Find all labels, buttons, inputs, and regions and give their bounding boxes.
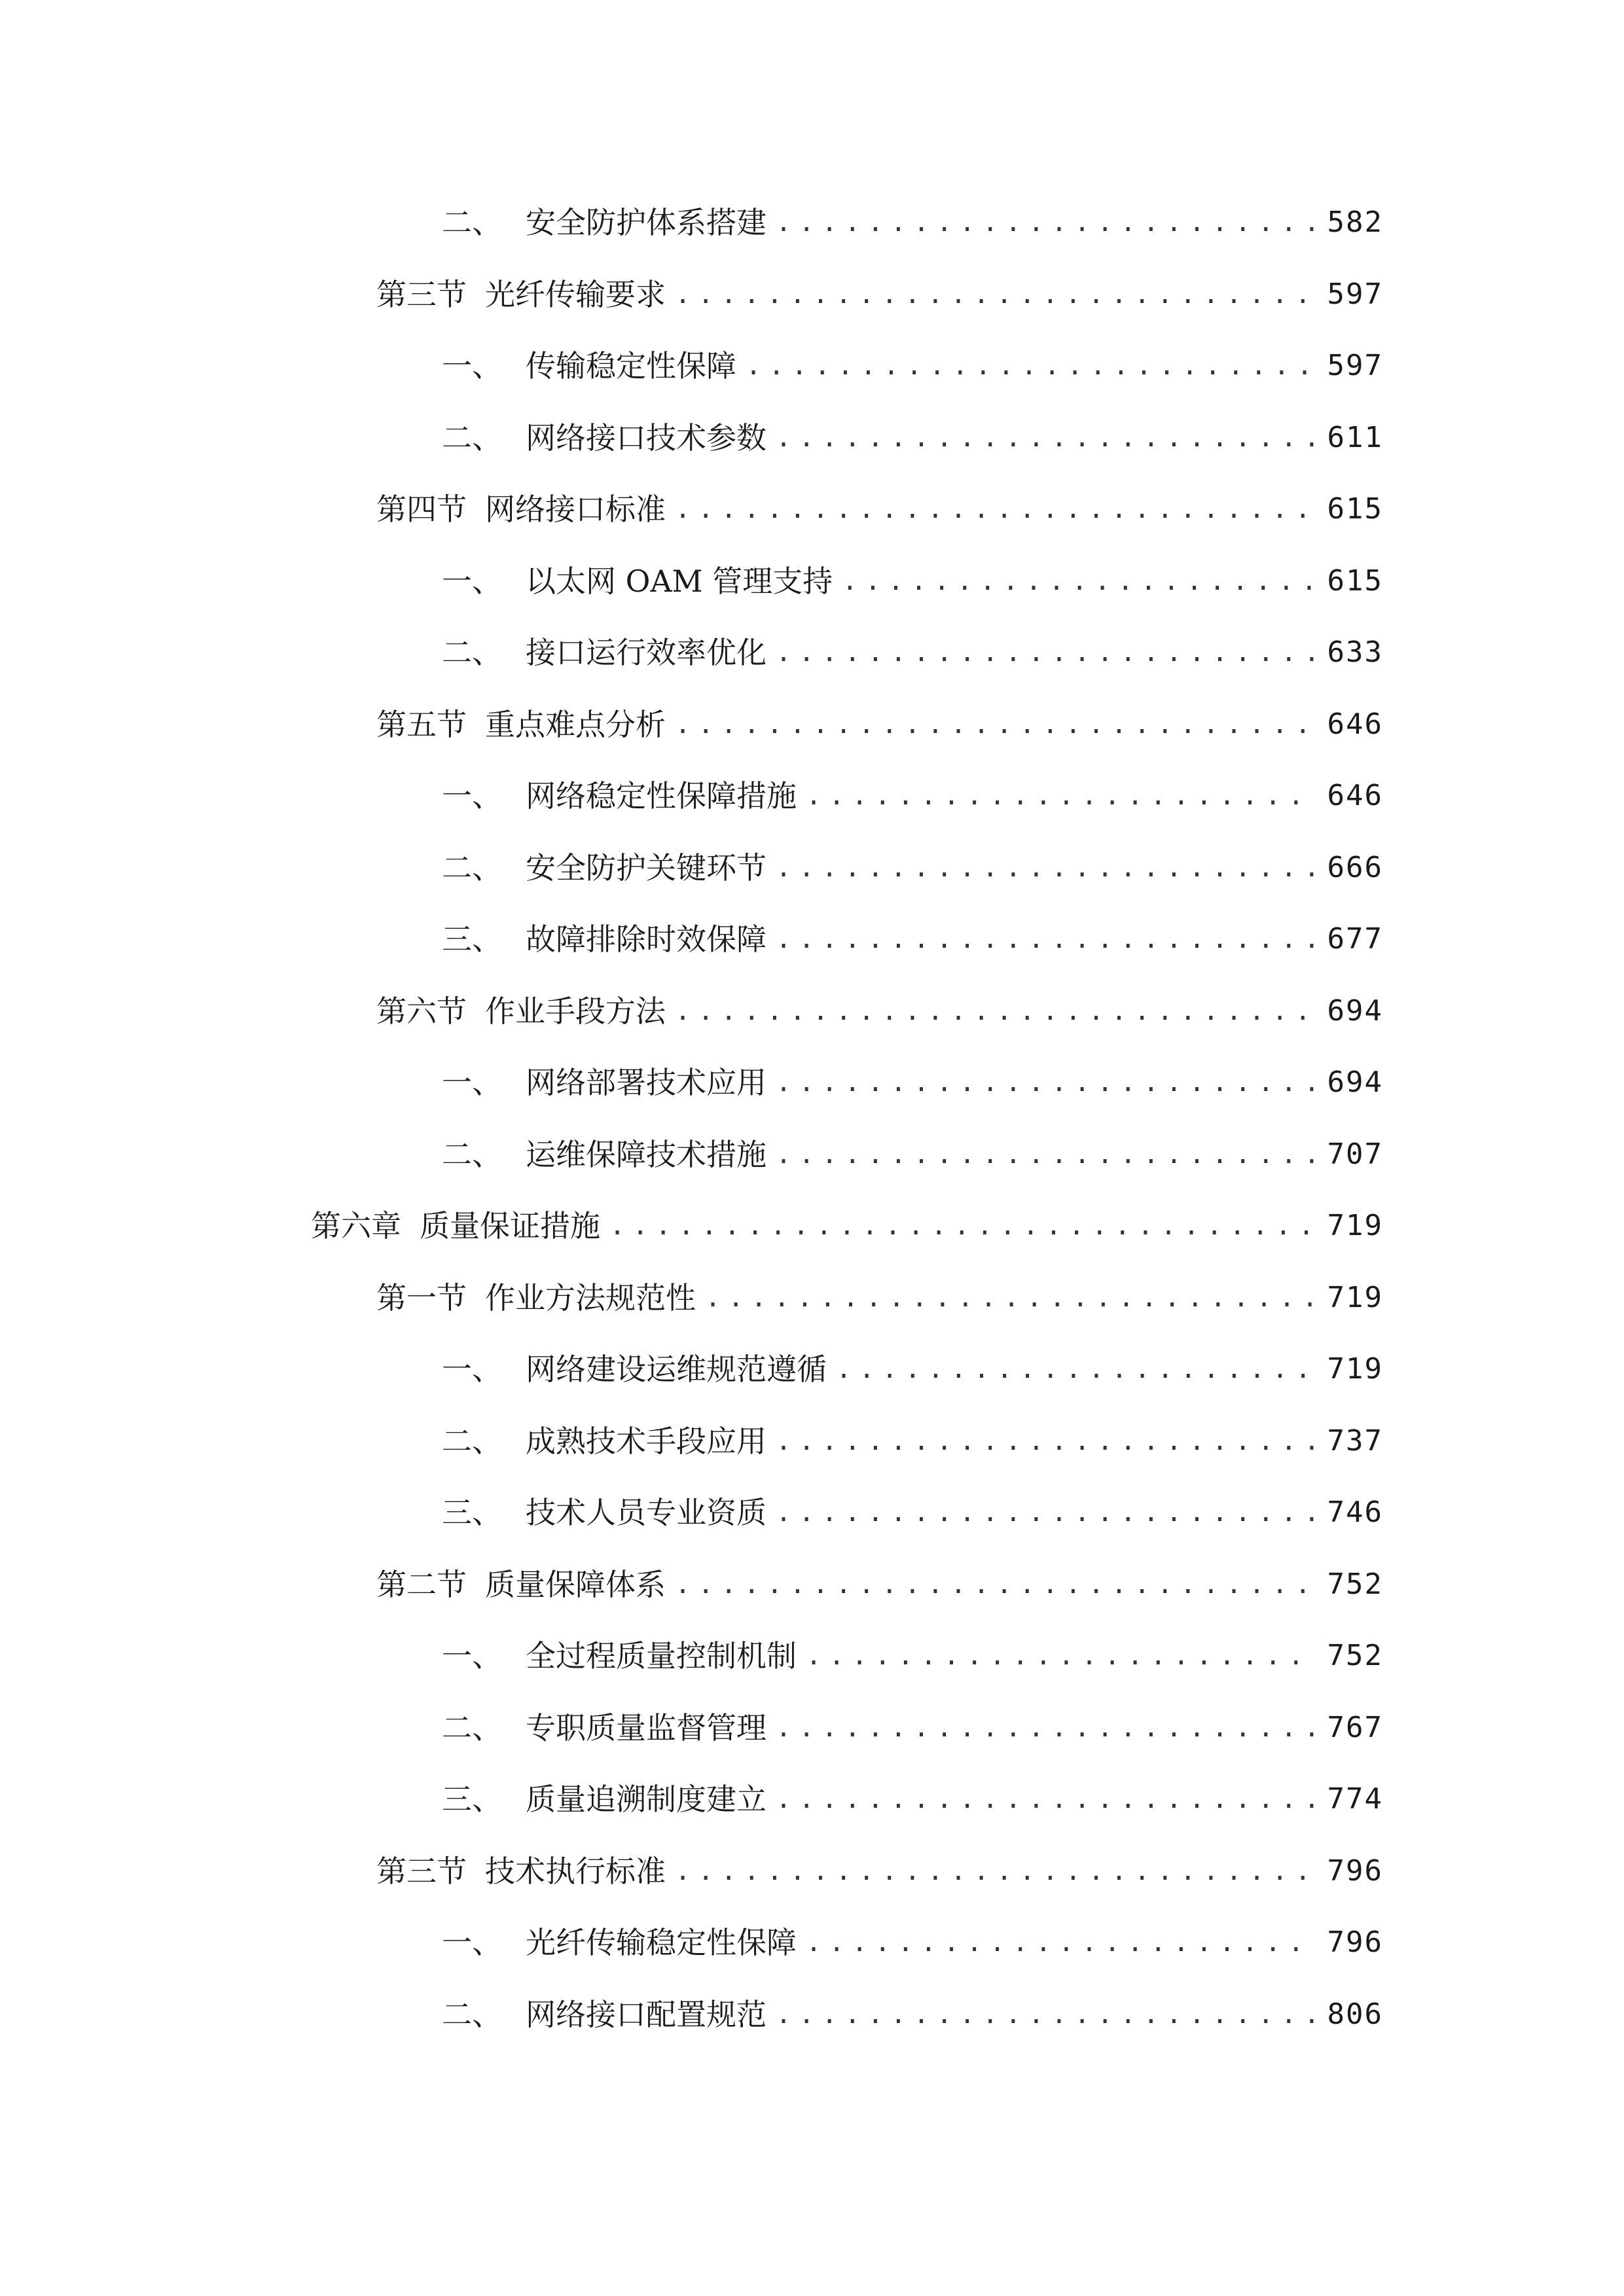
toc-dot-leader: [836, 1350, 1314, 1389]
toc-entry-number: 第四节: [376, 492, 467, 527]
toc-dot-leader: [746, 346, 1314, 386]
toc-entry-number: 一、: [442, 564, 502, 599]
toc-entry-item[interactable]: [442, 838, 1383, 888]
toc-entry-number: 一、: [442, 1352, 502, 1387]
toc-entry-number: 二、: [442, 205, 502, 240]
toc-dot-leader: [806, 776, 1314, 816]
toc-entry-item[interactable]: [442, 1124, 1383, 1174]
toc-entry-item[interactable]: [442, 766, 1383, 816]
toc-entry-section[interactable]: [376, 981, 1383, 1031]
toc-entry-item[interactable]: [442, 1984, 1383, 2034]
toc-entry-section[interactable]: [376, 479, 1383, 529]
toc-entry-title: 传输稳定性保障: [526, 348, 736, 384]
toc-page-number: 694: [1327, 1066, 1383, 1099]
toc-dot-leader: [806, 1636, 1314, 1676]
toc-entry-title: 安全防护关键环节: [526, 850, 767, 886]
toc-entry-item[interactable]: [442, 1626, 1383, 1676]
toc-entry-title: 全过程质量控制机制: [526, 1638, 797, 1674]
toc-entry-title: 接口运行效率优化: [526, 635, 767, 670]
toc-entry-number: 二、: [442, 1137, 502, 1172]
toc-entry-number: 第六节: [376, 994, 467, 1029]
toc-page-number: 719: [1327, 1209, 1383, 1242]
toc-entry-title: 专职质量监督管理: [526, 1710, 767, 1746]
toc-dot-leader: [806, 1923, 1314, 1962]
toc-dot-leader: [675, 275, 1314, 314]
toc-page-number: 737: [1327, 1424, 1383, 1458]
toc-entry-number: 二、: [442, 1710, 502, 1746]
toc-entry-title: 网络接口标准: [485, 492, 666, 527]
toc-page-number: 752: [1327, 1639, 1383, 1672]
toc-entry-item[interactable]: [442, 192, 1383, 242]
toc-entry-number: 三、: [442, 1495, 502, 1530]
toc-dot-leader: [675, 992, 1314, 1031]
toc-entry-item[interactable]: [442, 1698, 1383, 1748]
toc-dot-leader: [776, 1135, 1314, 1174]
toc-entry-item[interactable]: [442, 1411, 1383, 1461]
toc-page-number: 611: [1327, 421, 1383, 454]
toc-entry-number: 三、: [442, 922, 502, 957]
toc-entry-item[interactable]: [442, 1339, 1383, 1389]
toc-dot-leader: [705, 1278, 1314, 1318]
toc-page-number: 796: [1327, 1926, 1383, 1959]
toc-entry-number: 一、: [442, 1065, 502, 1100]
toc-entry-title: 质量保证措施: [420, 1208, 600, 1244]
toc-entry-title: 质量追溯制度建立: [526, 1782, 767, 1817]
toc-dot-leader: [842, 562, 1314, 601]
toc-dot-leader: [776, 1063, 1314, 1102]
toc-entry-title: 故障排除时效保障: [526, 922, 767, 957]
toc-entry-number: 一、: [442, 778, 502, 814]
toc-page-number: 666: [1327, 851, 1383, 884]
toc-dot-leader: [776, 1422, 1314, 1461]
toc-entry-number: 第三节: [376, 1854, 467, 1889]
toc-entry-title: 网络接口配置规范: [526, 1997, 767, 2032]
toc-page-number: 767: [1327, 1711, 1383, 1744]
toc-entry-number: 一、: [442, 348, 502, 384]
toc-dot-leader: [675, 490, 1314, 529]
toc-entry-item[interactable]: [442, 1912, 1383, 1962]
toc-entry-title: 光纤传输稳定性保障: [526, 1925, 797, 1960]
toc-entry-item[interactable]: [442, 408, 1383, 457]
toc-entry-item[interactable]: [442, 336, 1383, 386]
toc-entry-title: 技术执行标准: [485, 1854, 666, 1889]
toc-entry-item[interactable]: [442, 1482, 1383, 1532]
toc-dot-leader: [776, 633, 1314, 672]
toc-page-number: 707: [1327, 1138, 1383, 1171]
toc-entry-item[interactable]: [442, 909, 1383, 959]
toc-entry-section[interactable]: [376, 694, 1383, 744]
toc-page-number: 615: [1327, 564, 1383, 598]
toc-page-number: 646: [1327, 708, 1383, 741]
toc-entry-number: 二、: [442, 850, 502, 886]
toc-entry-title: 重点难点分析: [485, 707, 666, 742]
toc-entry-number: 第三节: [376, 277, 467, 312]
toc-entry-number: 二、: [442, 1424, 502, 1459]
toc-dot-leader: [776, 1780, 1314, 1819]
toc-entry-number: 三、: [442, 1782, 502, 1817]
toc-entry-title: 运维保障技术措施: [526, 1137, 767, 1172]
toc-entry-section[interactable]: [376, 1268, 1383, 1318]
toc-dot-leader: [675, 705, 1314, 744]
toc-entry-number: 一、: [442, 1638, 502, 1674]
toc-dot-leader: [675, 1565, 1314, 1604]
toc-entry-number: 二、: [442, 635, 502, 670]
toc-page-number: 597: [1327, 278, 1383, 311]
toc-page-number: 719: [1327, 1352, 1383, 1386]
toc-page-number: 752: [1327, 1568, 1383, 1601]
toc-dot-leader: [776, 920, 1314, 959]
toc-entry-item[interactable]: [442, 1769, 1383, 1819]
toc-entry-item[interactable]: [442, 622, 1383, 672]
toc-entry-item[interactable]: [442, 1052, 1383, 1102]
toc-entry-number: 第六章: [311, 1208, 401, 1244]
toc-page-number: 633: [1327, 636, 1383, 669]
toc-dot-leader: [776, 1995, 1314, 2034]
toc-entry-section[interactable]: [376, 264, 1383, 314]
toc-page-number: 677: [1327, 922, 1383, 956]
toc-page-number: 774: [1327, 1782, 1383, 1816]
toc-page-number: 582: [1327, 206, 1383, 239]
toc-entry-title: 网络接口技术参数: [526, 420, 767, 456]
toc-entry-number: 第五节: [376, 707, 467, 742]
toc-dot-leader: [675, 1852, 1314, 1891]
toc-dot-leader: [776, 418, 1314, 457]
toc-entry-number: 二、: [442, 1997, 502, 2032]
toc-dot-leader: [776, 1493, 1314, 1532]
toc-entry-title: 网络部署技术应用: [526, 1065, 767, 1100]
toc-dot-leader: [776, 1708, 1314, 1748]
toc-page-number: 615: [1327, 492, 1383, 526]
toc-page-number: 746: [1327, 1496, 1383, 1529]
toc-page-number: 806: [1327, 1998, 1383, 2031]
toc-page-number: 597: [1327, 349, 1383, 382]
toc-entry-chapter[interactable]: [311, 1196, 1383, 1246]
toc-entry-title: 成熟技术手段应用: [526, 1424, 767, 1459]
toc-entry-title: 安全防护体系搭建: [526, 205, 767, 240]
toc-page-number: 646: [1327, 779, 1383, 812]
toc-entry-number: 二、: [442, 420, 502, 456]
toc-page-number: 796: [1327, 1854, 1383, 1888]
toc-entry-title: 作业方法规范性: [485, 1280, 696, 1316]
toc-dot-leader: [776, 848, 1314, 888]
toc-entry-number: 第一节: [376, 1280, 467, 1316]
toc-entry-title: 技术人员专业资质: [526, 1495, 767, 1530]
toc-entry-item[interactable]: [442, 551, 1383, 601]
toc-dot-leader: [609, 1206, 1314, 1246]
toc-entry-number: 第二节: [376, 1567, 467, 1602]
toc-entry-title: 网络建设运维规范遵循: [526, 1352, 827, 1387]
toc-entry-title: 光纤传输要求: [485, 277, 666, 312]
toc-page-number: 694: [1327, 994, 1383, 1028]
toc-entry-title: 质量保障体系: [485, 1567, 666, 1602]
toc-entry-section[interactable]: [376, 1841, 1383, 1891]
toc-dot-leader: [776, 203, 1314, 242]
toc-entry-title: 网络稳定性保障措施: [526, 778, 797, 814]
toc-entry-title: 以太网 OAM 管理支持: [526, 564, 833, 599]
toc-entry-number: 一、: [442, 1925, 502, 1960]
toc-page-number: 719: [1327, 1281, 1383, 1314]
toc-entry-title: 作业手段方法: [485, 994, 666, 1029]
toc-entry-section[interactable]: [376, 1554, 1383, 1604]
